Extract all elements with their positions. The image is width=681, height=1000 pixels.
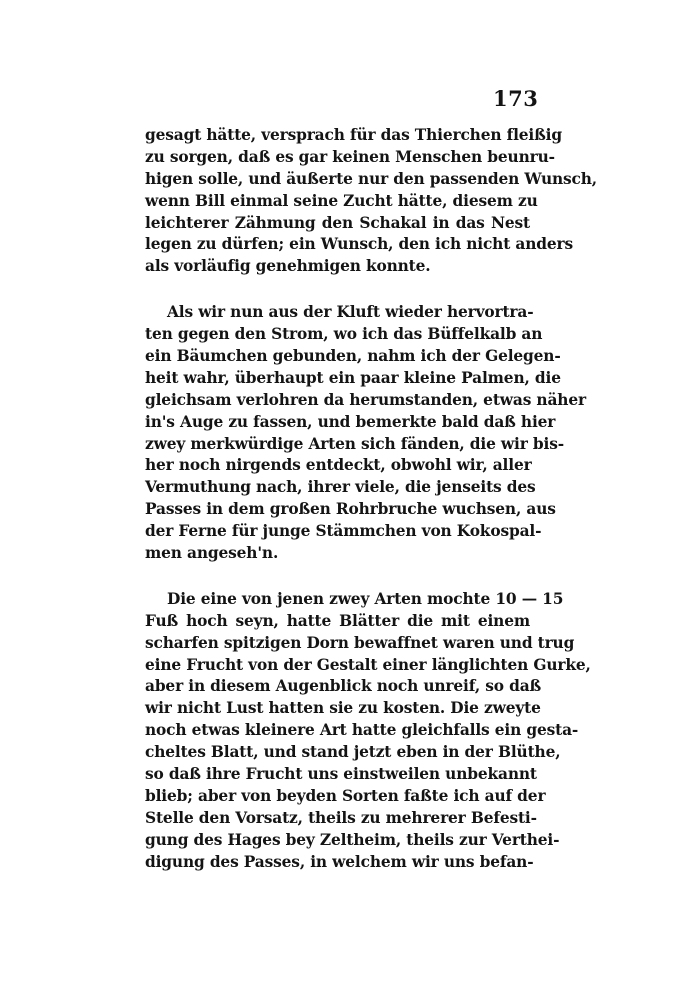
text-line: so daß ihre Frucht uns einstweilen unbekannt: [145, 765, 537, 784]
text-line: Passes in dem großen Rohrbruche wuchsen, aus: [145, 500, 556, 519]
text-line: aber in diesem Augenblick noch unreif, so daß: [145, 677, 542, 696]
body-text: [145, 125, 598, 898]
text-line: Fuß hoch seyn, hatte Blätter die mit einem: [145, 611, 530, 630]
text-line: her noch nirgends entdeckt, obwohl wir, aller: [145, 456, 532, 475]
text-line: der Ferne für junge Stämmchen von Kokospal-: [145, 522, 542, 541]
text-line: zwey merkwürdige Arten sich fänden, die wir bis-: [145, 434, 564, 453]
text-line: gleichsam verlohren da herumstanden, etwas näher: [145, 390, 586, 409]
page-number: 173: [493, 86, 539, 111]
paragraph-3: [145, 589, 591, 874]
text-line: Stelle den Vorsatz, theils zu mehrerer Befesti-: [145, 808, 537, 827]
text-line: gung des Hages bey Zeltheim, theils zur Verthei-: [145, 830, 560, 849]
text-line: men angeseh'n.: [145, 544, 279, 563]
text-line: wir nicht Lust hatten sie zu kosten. Die zweyte: [145, 699, 541, 718]
text-line: wenn Bill einmal seine Zucht hätte, diesem zu: [145, 191, 538, 210]
paragraph-1: [145, 125, 598, 278]
text-line: ein Bäumchen gebunden, nahm ich der Gelegen-: [145, 347, 561, 366]
text-line: noch etwas kleinere Art hatte gleichfalls ein gesta-: [145, 721, 579, 740]
text-line: zu sorgen, daß es gar keinen Menschen beunru-: [145, 147, 555, 166]
text-line: Vermuthung nach, ihrer viele, die jenseits des: [145, 478, 536, 497]
text-line: als vorläufig genehmigen konnte.: [145, 257, 431, 276]
text-line: cheltes Blatt, und stand jetzt eben in der Blüthe,: [145, 743, 561, 762]
text-line: Als wir nun aus der Kluft wieder hervortra-: [167, 303, 534, 322]
text-line: Die eine von jenen zwey Arten mochte 10 — 15: [167, 589, 564, 608]
text-line: digung des Passes, in welchem wir uns befan-: [145, 852, 534, 871]
text-line: gesagt hätte, versprach für das Thierchen fleißig: [145, 126, 562, 144]
text-line: blieb; aber von beyden Sorten faßte ich auf der: [145, 786, 546, 805]
text-line: higen solle, und äußerte nur den passenden Wunsch,: [145, 169, 598, 188]
text-line: ten gegen den Strom, wo ich das Büffelkalb an: [145, 325, 543, 344]
paragraph-2: [145, 302, 586, 565]
text-line: eine Frucht von der Gestalt einer länglichten Gurke,: [145, 655, 591, 674]
text-line: heit wahr, überhaupt ein paar kleine Palmen, die: [145, 368, 561, 387]
text-line: leichterer Zähmung den Schakal in das Nest: [145, 213, 530, 232]
text-line: scharfen spitzigen Dorn bewaffnet waren und trug: [145, 633, 575, 652]
text-line: in's Auge zu fassen, und bemerkte bald daß hier: [145, 412, 556, 431]
text-line: legen zu dürfen; ein Wunsch, den ich nicht anders: [145, 235, 573, 254]
